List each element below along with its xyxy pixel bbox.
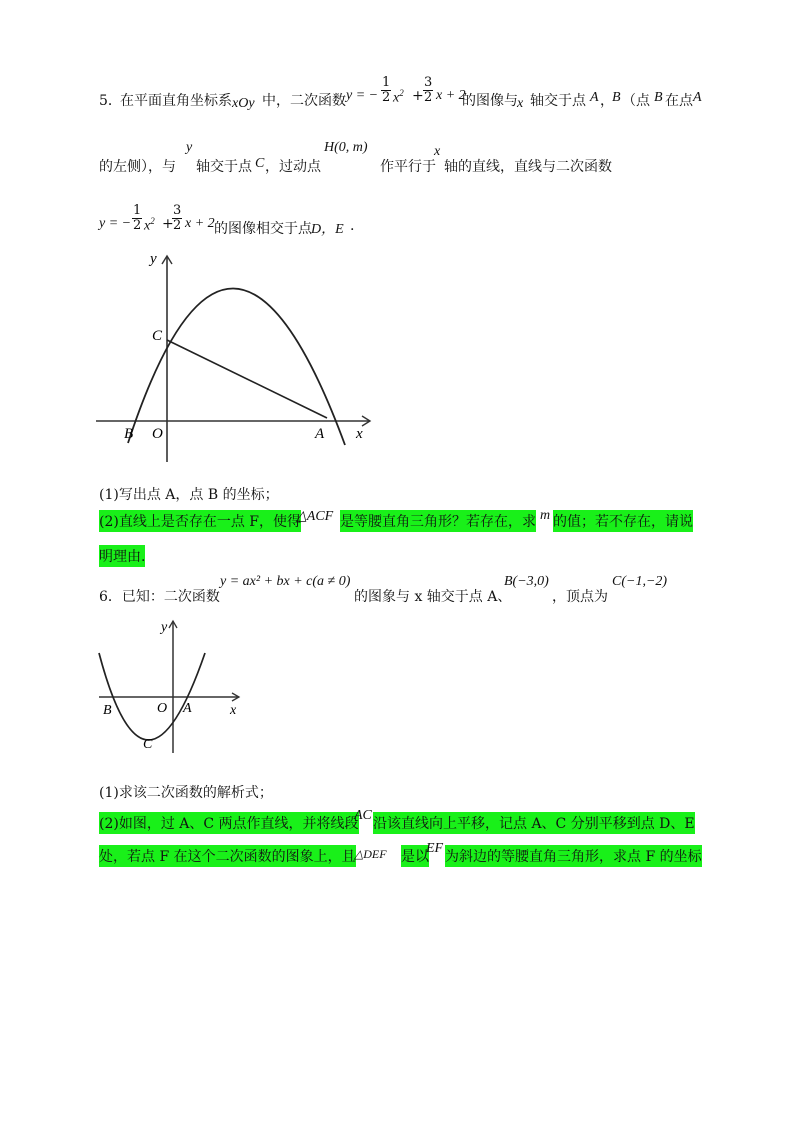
segment-EF-ref: EF [426,841,444,856]
plus-sign: + [412,88,424,104]
p6-q2-text-c: 处，若点 F 在这个二次函数的图象上，且 [99,845,356,867]
x-squared: $x^2$ [393,88,404,106]
fraction-three-halves: $\frac{3}{2}$ [424,75,433,105]
p5-text-b: 中，二次函数 [262,93,346,109]
triangle-ACF: △ACF [296,509,334,524]
graph1-label-x: x [356,426,363,442]
p6-point-B: B(−3,0) [504,574,549,589]
p5-text-a: 在平面直角坐标系 [120,93,232,109]
graph1-label-B: B [124,426,134,442]
p5-text-f: （点 [622,93,650,109]
p6-q2-text-e: 为斜边的等腰直角三角形，求点 F 的坐标 [445,845,702,867]
p5-text-g: 在点 [665,93,693,109]
coordinate-system-label: xOy [232,96,255,111]
p6-text-c: ，顶点为 [552,589,608,605]
p6-q2-text-b: 沿该直线向上平移，记点 A、C 分别平移到点 D、E [373,812,695,834]
point-C-ref: C [255,156,265,171]
graph2-label-O: O [157,701,168,716]
p6-point-C: C(−1,−2) [612,574,668,589]
p5-q2-text-d: 明理由. [99,545,145,567]
p6-question-1: (1)求该二次函数的解析式； [99,785,273,801]
graph1-label-C: C [152,328,163,344]
graph-1 [90,248,380,466]
y-axis-ref: y [186,140,193,155]
graph-2 [95,615,245,760]
points-DE: D，E [311,222,344,237]
x-axis-ref: x [517,96,524,111]
point-H-ref: H(0, m) [324,140,368,155]
p5-question-1: (1)写出点 A，点 B 的坐标； [99,487,279,503]
x-axis-ref-2: x [434,144,441,159]
p5-text-l2b: 轴交于点 [196,159,252,175]
graph1-label-O: O [152,426,163,442]
fraction-one-half-2: $\frac{1}{2}$ [133,203,142,233]
p5-period: . [350,218,355,234]
triangle-DEF: △DEF [354,847,387,861]
function-tail-2: x + 2 [185,216,215,231]
point-B-ref-2: B [654,90,663,105]
p5-q2-text-c: 的值；若不存在，请说 [553,510,693,532]
function-tail: x + 2 [436,88,466,103]
p6-text-a: 6．已知：二次函数 [99,589,220,605]
p5-text-l2c: ，过动点 [265,159,321,175]
p5-text-l2d: 作平行于 [380,159,436,175]
function-lhs: y = − [346,88,379,103]
p5-text-l2a: 的左侧），与 [99,159,176,175]
p5-q2-text-a: (2)直线上是否存在一点 F，使得 [99,510,301,532]
point-B-ref: B [612,90,621,105]
function-lhs-2: y = − [99,216,132,231]
graph2-label-A: A [183,701,192,716]
p6-q2-text-a: (2)如图，过 A、C 两点作直线，并将线段 [99,812,359,834]
p5-number: 5． [99,93,122,109]
graph1-label-A: A [315,426,325,442]
segment-AC-ref: AC [354,808,372,823]
x-squared-2: $x^2$ [144,216,155,234]
graph2-label-y: y [161,620,168,635]
plus-sign-2: + [162,216,174,232]
p6-function: y = ax² + bx + c(a ≠ 0) [220,574,351,589]
graph2-label-B: B [103,703,112,718]
point-A-ref-2: A [693,90,702,105]
variable-m: m [540,508,551,523]
fraction-one-half: $\frac{1}{2}$ [382,75,391,105]
fraction-three-halves-2: $\frac{3}{2}$ [173,203,182,233]
p5-text-d: 轴交于点 [530,93,586,109]
graph2-label-x: x [230,703,237,718]
p5-q2-text-b: 是等腰直角三角形？若存在，求 [340,510,536,532]
p6-q2-text-d: 是以 [401,845,429,867]
p5-comma: ， [600,93,614,109]
p5-text-c: 的图像与 [462,93,518,109]
p5-text-l3: 的图像相交于点 [214,221,312,237]
point-A-ref: A [590,90,599,105]
graph1-label-y: y [150,251,157,267]
graph2-label-C: C [143,737,153,752]
p6-text-b: 的图象与 x 轴交于点 A、 [354,589,512,605]
p5-text-l2e: 轴的直线，直线与二次函数 [444,159,612,175]
